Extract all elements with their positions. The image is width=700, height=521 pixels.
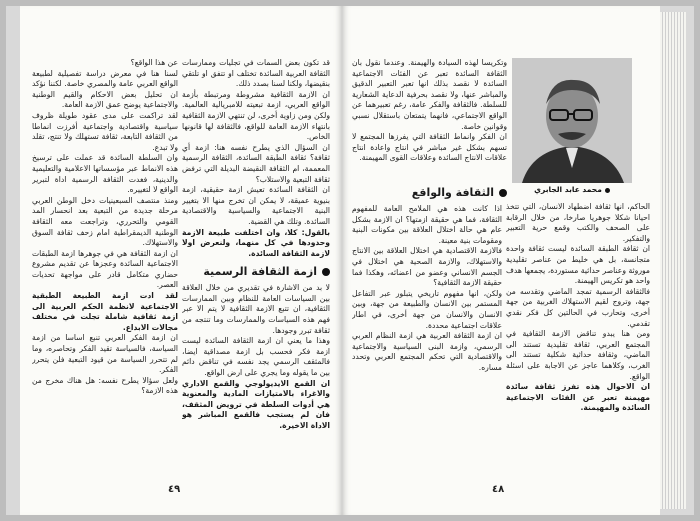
paragraph: ان ازمة الفكر العربي تنبع اساسا من ازمة السياسة، فالسياسة تقيد الفكر وتحاصره، وما لم تتحرر السياسة من قيود التبعية فلن يتحرر الفكر. — [32, 333, 178, 375]
bullet-dot-icon — [322, 268, 330, 276]
paragraph: ولكن، انها مفهوم تاريخي يتبلور عبر التفاعل المستمر بين الانسان والطبيعة من جهة، وبين الانسان والانسان من جهة أخرى، في اطار علاقات اجتماعية محددة. — [352, 288, 502, 330]
section-heading — [182, 264, 330, 279]
section-heading — [352, 185, 507, 200]
paragraph: وهذا ما يعني ان ازمة الثقافة السائدة ليست ازمة فكر فحسب بل ازمة مصداقية ايضا، فالمثقف الرسمي يجد نفسه في تناقض دائم بين ما يقوله وما يجري على ارض الواقع. — [182, 336, 330, 378]
paragraph: ولعل سؤالا يطرح نفسه: هل هناك مخرج من هذه الازمة؟ — [32, 375, 178, 396]
portrait-image-icon — [512, 58, 632, 183]
paragraph: قد تكون بعض السمات في تجليات وممارسات الثقافة العربية السائدة تختلف او تتفق او تلتقي بنقيضها، ولكنا لسنا بصدد ذلك. — [182, 58, 330, 89]
paragraph: وتكريسا لهذه السيادة والهيمنة. وعندما نقول بان الثقافة السائدة تعبر عن الفئات الاجتماعية السائدة لا نقصد بذلك انها تعبر التعبير الدقيق والمباشر عنها، ولا نقصد بحرفية الدعاية الشعارية للسلطة. فالثقافة والفكر عامة، رغم تعبيرهما عن الواقع الاجتماعي، فانهما يتمتعان باستقلال نسبي وقوانين خاصة. — [352, 58, 507, 131]
paragraph: لقد تراكمت على مدى عقود طويلة ظروف سياسية واقتصادية واجتماعية أفرزت انماطا من الثقافة التابعة، ثقافة تستهلك ولا تنتج، تقلد ولا تبدع. — [32, 110, 178, 152]
right-page — [342, 6, 660, 515]
paragraph: الحاكم، انها ثقافة اضطهاد الانسان، التي تتخذ احيانا شكلا جوهريا صارخا، من خلال الرقابة على الصحف والكتب وقمع حرية التعبير والتفكير. — [506, 202, 650, 243]
left-page-left-column — [32, 58, 178, 470]
paragraph: ومنذ منتصف السبعينيات دخل الوطن العربي مرحلة جديدة من التبعية بعد انحسار المد القومي والتحرري، وتراجعت معه الثقافة الوطنية الديمقراطية امام زحف ثقافة السوق والاستهلاك. — [32, 195, 178, 248]
paragraph: ان الفكر وانماط الثقافة التي يفرزها المجتمع لا تسهم بشكل غير مباشر في انتاج واعادة انتاج علاقات الانتاج السائدة وعلاقات القوى المهيمنة. — [352, 132, 507, 163]
bullet-dot-icon — [605, 188, 610, 193]
paragraph: فالازمة الاقتصادية هي اختلال العلاقة بين الانتاج والاستهلاك، والازمة الصحية هي اختلال في الجسم الانساني وعضو من اعضائه، وهكذا فما حقيقة الازمة الثقافية؟ — [352, 246, 502, 288]
bold-paragraph: بالقول: كلا، وان اختلفت طبيعة الازمة وحدودها في كل منهما، ولنعرض اولا لازمة الثقافة السائدة. — [182, 227, 330, 258]
paragraph: ان السؤال الذي يطرح نفسه هنا: ازمة أي ثقافة؟ ثقافة الطبقة السائدة، الثقافة الرسمية المعممة، ام الثقافة النقيضة البديلة التي ترفض ثقافة التبعية والاستلاب؟ — [182, 142, 330, 184]
bullet-dot-icon — [499, 189, 507, 197]
left-page — [20, 6, 342, 515]
left-page-right-column — [182, 58, 330, 470]
photo-caption-text: محمد عابد الجابري — [534, 185, 602, 194]
bold-paragraph: ان الاحوال هذه تفرز ثقافة سائدة مهيمنة تعبر عن الفئات الاجتماعية السائدة والمهيمنة. — [506, 382, 650, 413]
page-edges — [660, 12, 686, 509]
photo-caption — [512, 185, 632, 194]
page-number: ٤٨ — [492, 484, 505, 495]
paragraph: وان السلطة السائدة قد عملت على ترسيخ هذه الانماط عبر مؤسساتها الاعلامية والتعليمية والدينية، فغدت الثقافة الرسمية اداة لتبرير الواقع لا لتغييره. — [32, 153, 178, 195]
book-spread — [6, 6, 694, 515]
author-portrait — [512, 58, 632, 183]
right-page-heading-area — [352, 180, 507, 202]
paragraph: لسنا هنا في معرض دراسة تفصيلية لطبيعة الواقع العربي عامة والمصري خاصة. لكننا نؤكد ان تحليل بعض الاحكام والقيم الوطنية والاجتماعية يوضح عمق الازمة العامة. — [32, 68, 178, 110]
page-number: ٤٩ — [168, 484, 181, 495]
paragraph: ان ازمة الثقافة هي في جوهرها ازمة الطبقات الاجتماعية السائدة وعجزها عن تقديم مشروع حضاري متكامل قادر على مواجهة تحديات العصر. — [32, 248, 178, 290]
paragraph: ان ثقافة الطبقة السائدة ليست ثقافة واحدة متجانسة، بل هي خليط من عناصر تقليدية موروثة وعناصر حداثية مستوردة، يجمعها هدف واحد هو تكريس الهيمنة. — [506, 244, 650, 286]
bold-paragraph: لقد ادت ازمة الطبيعة الطبقية الاجتماعية لانظمة الحكم العربية الى ازمة ثقافية شاملة تجلت في مختلف مجالات الابداع. — [32, 291, 178, 332]
section-heading-text: ازمة الثقافة الرسمية — [203, 265, 317, 279]
right-page-left-column — [506, 202, 650, 470]
paragraph: لا بد من الاشارة في تقديري من خلال العلاقة بين السياسات العامة للنظام وبين الممارسات الثقافية، ان تتبع الازمة الثقافية لا يتم الا عبر فهم هذه السياسات والممارسات وما تنتجه من ثقافة تبرر وجودها. — [182, 283, 330, 335]
section-heading-text: الثقافة والواقع — [411, 186, 494, 199]
bold-paragraph: ان القمع الايديولوجي والقمع الاداري والاغراء بالامتيازات المادية والمعنوية هي أدوات السلطة في ترويض المثقف، فان لم يستجب فالقمع المباشر هو الاداة الاخيرة. — [182, 378, 330, 430]
paragraph: فالثقافة الرسمية تمجد الماضي وتقدسه من جهة، وتروج لقيم الاستهلاك الغربية من جهة أخرى، وتحارب في الحالتين كل فكر نقدي تقدمي. — [506, 286, 650, 328]
right-page-top-column — [352, 58, 507, 198]
paragraph: ومن هنا يبدو تناقض الازمة الثقافية في المجتمع العربي، ثقافة تقليدية تستند الى الماضي، وثقافة حداثية شكلية تستند الى الغرب، وكلاهما عاجز عن الاجابة على اسئلة الواقع. — [506, 329, 650, 381]
paragraph: اذا كانت هذه هي الملامح العامة للمفهوم الثقافة، فما هي حقيقة ازمتها؟ ان الازمة بشكل عام هي حالة اختلال العلاقة بين مكونات البنية ومقومات بنية معينة. — [352, 204, 502, 245]
paragraph: ان الثقافة السائدة تعيش ازمة حقيقية، ازمة بنيوية عميقة، لا يمكن ان تخرج منها الا بتغيير البنية الاجتماعية والسياسية والاقتصادية السائدة. وتلك هي القضية. — [182, 185, 330, 226]
paragraph: ان الازمة الثقافية مشروطة ومرتبطة بأزمة الواقع العربي، ازمة تبعيته للامبريالية العالمية. ولكن ومن زاوية أخرى، لن تنتهي الازمة الثقافية بانتهاء الازمة العامة للواقع، فالثقافة لها قانونها الخاص. — [182, 89, 330, 142]
paragraph: ان ازمة الثقافة العربية هي ازمة النظام العربي الرسمي، وازمة البنى السياسية والاجتماعية والاقتصادية التي تحكم المجتمع العربي وتحدد مساره. — [352, 331, 502, 372]
paragraph: عن هذا الواقع؟ — [130, 58, 178, 67]
right-page-right-column — [352, 204, 502, 470]
